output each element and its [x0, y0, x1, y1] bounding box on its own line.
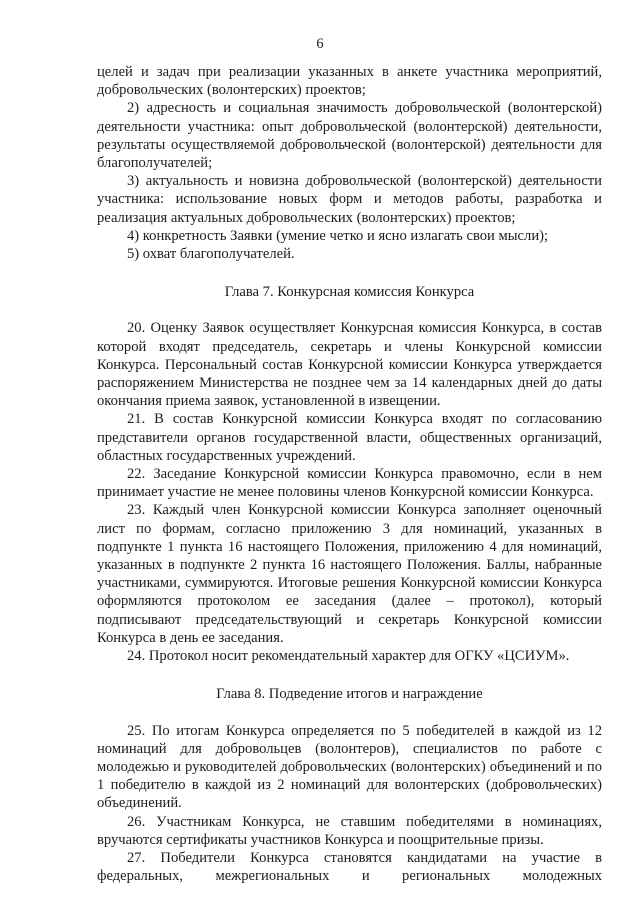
clause-23: 23. Каждый член Конкурсной комиссии Конкурса заполняет оценочный лист по формам, согласно приложению 3 для номинаций, указанных в подпункте 1 пункта 16 настоящего Положения, приложению 4 для номинаций, указанных в подпункте 2 пункта 16 настоящего Положения. Баллы, набранные участниками, суммируются. Итоговые решения Конкурсной комиссии Конкурса оформляются протоколом ее заседания (далее – протокол), который подписывают председательствующий и секретарь Конкурсной комиссии Конкурса в день ее заседания.	[97, 502, 602, 646]
paragraph-continuation: целей и задач при реализации указанных в анкете участника мероприятий, добровольческих (волонтерских) проектов;	[97, 64, 602, 99]
criterion-3: 3) актуальность и новизна добровольческой (волонтерской) деятельности участника: использование новых форм и методов работы, разработка и реализация актуальных добровольческих (волонтерских) проектов;	[97, 173, 602, 226]
clause-21: 21. В состав Конкурсной комиссии Конкурса входят по согласованию представители органов государственной власти, общественных организаций, областных государственных учреждений.	[97, 411, 602, 464]
page-number: 6	[316, 36, 324, 52]
clause-20: 20. Оценку Заявок осуществляет Конкурсная комиссия Конкурса, в состав которой входят председатель, секретарь и члены Конкурсной комиссии Конкурса. Персональный состав Конкурсной комиссии Конкурса утверждается распоряжением Министерства не позднее чем за 14 календарных дней до даты окончания приема заявок, установленной в извещении.	[97, 320, 602, 410]
criterion-2: 2) адресность и социальная значимость добровольческой (волонтерской) деятельности участника: опыт добровольческой (волонтерской) деятельности, результаты осуществляемой добровольческой (волонтерской) деятельности для благополучателей;	[97, 100, 602, 172]
criterion-5: 5) охват благополучателей.	[127, 246, 295, 263]
criterion-4: 4) конкретность Заявки (умение четко и ясно излагать свои мысли);	[127, 227, 549, 244]
clause-27: 27. Победители Конкурса становятся кандидатами на участие в федеральных, межрегиональных и региональных молодежных	[97, 849, 602, 885]
chapter-8-title: Глава 8. Подведение итогов и награждение	[216, 686, 483, 703]
clause-25: 25. По итогам Конкурса определяется по 5 победителей в каждой из 12 номинаций для добровольцев (волонтеров), специалистов по работе с молодежью и руководителей добровольческих (волонтерских) объединений и по 1 победителю в каждой из 2 номинаций для волонтерских (добровольческих) объединений.	[97, 722, 602, 812]
chapter-7-title: Глава 7. Конкурсная комиссия Конкурса	[224, 284, 475, 301]
document-body	[97, 63, 602, 885]
clause-26: 26. Участникам Конкурса, не ставшим победителями в номинациях, вручаются сертификаты участников Конкурса и поощрительные призы.	[97, 813, 602, 848]
clause-22: 22. Заседание Конкурсной комиссии Конкурса правомочно, если в нем принимает участие не менее половины членов Конкурсной комиссии Конкурса.	[97, 466, 602, 501]
clause-24: 24. Протокол носит рекомендательный характер для ОГКУ «ЦСИУМ».	[127, 648, 570, 665]
